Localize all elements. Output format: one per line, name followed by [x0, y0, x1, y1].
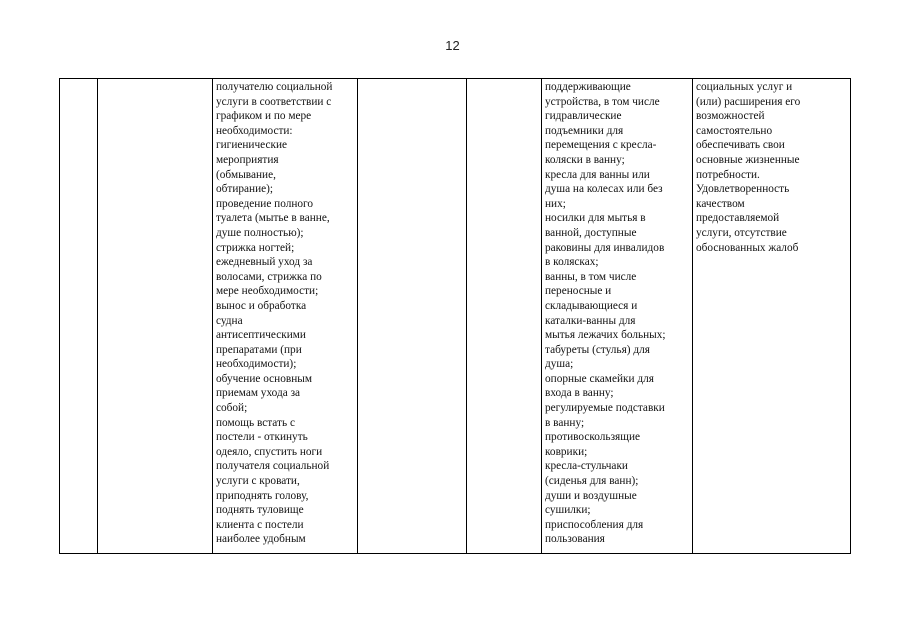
cell-line: них;: [545, 197, 566, 210]
table-cell-col2: [98, 79, 213, 554]
cell-line: поддерживающие: [545, 81, 631, 93]
cell-line: в ванну;: [545, 416, 585, 429]
col6-text: [542, 79, 692, 547]
cell-line: социальных услуг и: [696, 81, 793, 93]
cell-line: раковины для инвалидов: [545, 241, 665, 254]
cell-line: регулируемые подставки: [545, 402, 665, 415]
cell-line: (обмывание,: [216, 168, 276, 181]
cell-line: приподнять голову,: [216, 489, 309, 502]
table-cell-col7: [693, 79, 851, 554]
cell-line: необходимости);: [216, 358, 297, 371]
cell-line: обтирание);: [216, 183, 274, 196]
cell-line: коляски в ванну;: [545, 153, 625, 166]
cell-line: услуги с кровати,: [216, 475, 300, 488]
cell-line: переносные и: [545, 285, 612, 298]
cell-line: сушилки;: [545, 504, 591, 517]
cell-line: душе полностью);: [216, 226, 304, 239]
cell-line: клиента с постели: [216, 518, 304, 531]
cell-line: Удовлетворенность: [696, 183, 790, 196]
cell-line: противоскользящие: [545, 431, 640, 444]
cell-line: мытья лежачих больных;: [545, 329, 666, 342]
cell-line: каталки-ванны для: [545, 314, 636, 327]
cell-line: (или) расширения его: [696, 95, 801, 108]
cell-line: входа в ванну;: [545, 387, 614, 400]
cell-line: ванны, в том числе: [545, 270, 637, 283]
page-number: 12: [445, 38, 460, 53]
cell-line: кресла для ванны или: [545, 168, 650, 181]
cell-line: возможностей: [696, 110, 765, 123]
cell-line: необходимости:: [216, 124, 293, 137]
cell-line: помощь встать с: [216, 416, 295, 429]
cell-line: собой;: [216, 402, 248, 415]
cell-line: гидравлические: [545, 110, 622, 123]
cell-line: мероприятия: [216, 153, 279, 166]
cell-line: кресла-стульчаки: [545, 460, 628, 473]
cell-line: поднять туловище: [216, 504, 304, 517]
cell-line: препаратами (при: [216, 343, 302, 356]
cell-line: наиболее удобным: [216, 533, 306, 546]
cell-line: пользования: [545, 533, 605, 546]
cell-line: предоставляемой: [696, 212, 780, 225]
cell-line: душа;: [545, 358, 574, 371]
col3-text: [213, 79, 357, 547]
cell-line: качеством: [696, 197, 745, 210]
cell-line: самостоятельно: [696, 124, 773, 137]
cell-line: графиком и по мере: [216, 110, 312, 123]
cell-line: табуреты (стулья) для: [545, 343, 650, 356]
table-cell-col1: [60, 79, 98, 554]
cell-line: устройства, в том числе: [545, 95, 660, 108]
cell-line: туалета (мытье в ванне,: [216, 212, 330, 225]
cell-line: стрижка ногтей;: [216, 241, 295, 254]
cell-line: коврики;: [545, 445, 588, 458]
cell-line: складывающиеся и: [545, 299, 638, 312]
table-cell-col4: [358, 79, 467, 554]
cell-line: получателю социальной: [216, 81, 333, 93]
cell-line: услуги в соответствии с: [216, 95, 332, 108]
table-cell-col6: [542, 79, 693, 554]
cell-line: приспособления для: [545, 518, 644, 531]
cell-line: приемам ухода за: [216, 387, 301, 400]
cell-line: (сиденья для ванн);: [545, 475, 639, 488]
cell-line: опорные скамейки для: [545, 372, 654, 385]
table-row: [60, 79, 851, 554]
cell-line: в колясках;: [545, 256, 599, 269]
cell-line: обучение основным: [216, 372, 312, 385]
cell-line: подъемники для: [545, 124, 624, 137]
col7-text: [693, 79, 850, 255]
cell-line: обеспечивать свои: [696, 139, 785, 152]
table-cell-col5: [467, 79, 542, 554]
cell-line: услуги, отсутствие: [696, 226, 787, 239]
cell-line: вынос и обработка: [216, 299, 307, 312]
cell-line: проведение полного: [216, 197, 314, 210]
cell-line: носилки для мытья в: [545, 212, 646, 225]
document-table: [59, 78, 851, 554]
cell-line: душа на колесах или без: [545, 183, 663, 196]
cell-line: потребности.: [696, 168, 760, 181]
cell-line: души и воздушные: [545, 489, 637, 502]
cell-line: судна: [216, 314, 243, 327]
cell-line: ванной, доступные: [545, 226, 637, 239]
cell-line: ежедневный уход за: [216, 256, 313, 269]
cell-line: волосами, стрижка по: [216, 270, 322, 283]
cell-line: постели - откинуть: [216, 431, 308, 444]
cell-line: перемещения с кресла-: [545, 139, 657, 152]
cell-line: мере необходимости;: [216, 285, 319, 298]
cell-line: получателя социальной: [216, 460, 330, 473]
cell-line: одеяло, спустить ноги: [216, 445, 323, 458]
cell-line: гигиенические: [216, 139, 288, 152]
table-cell-col3: [213, 79, 358, 554]
cell-line: антисептическими: [216, 329, 306, 342]
cell-line: обоснованных жалоб: [696, 241, 799, 254]
cell-line: основные жизненные: [696, 153, 800, 166]
